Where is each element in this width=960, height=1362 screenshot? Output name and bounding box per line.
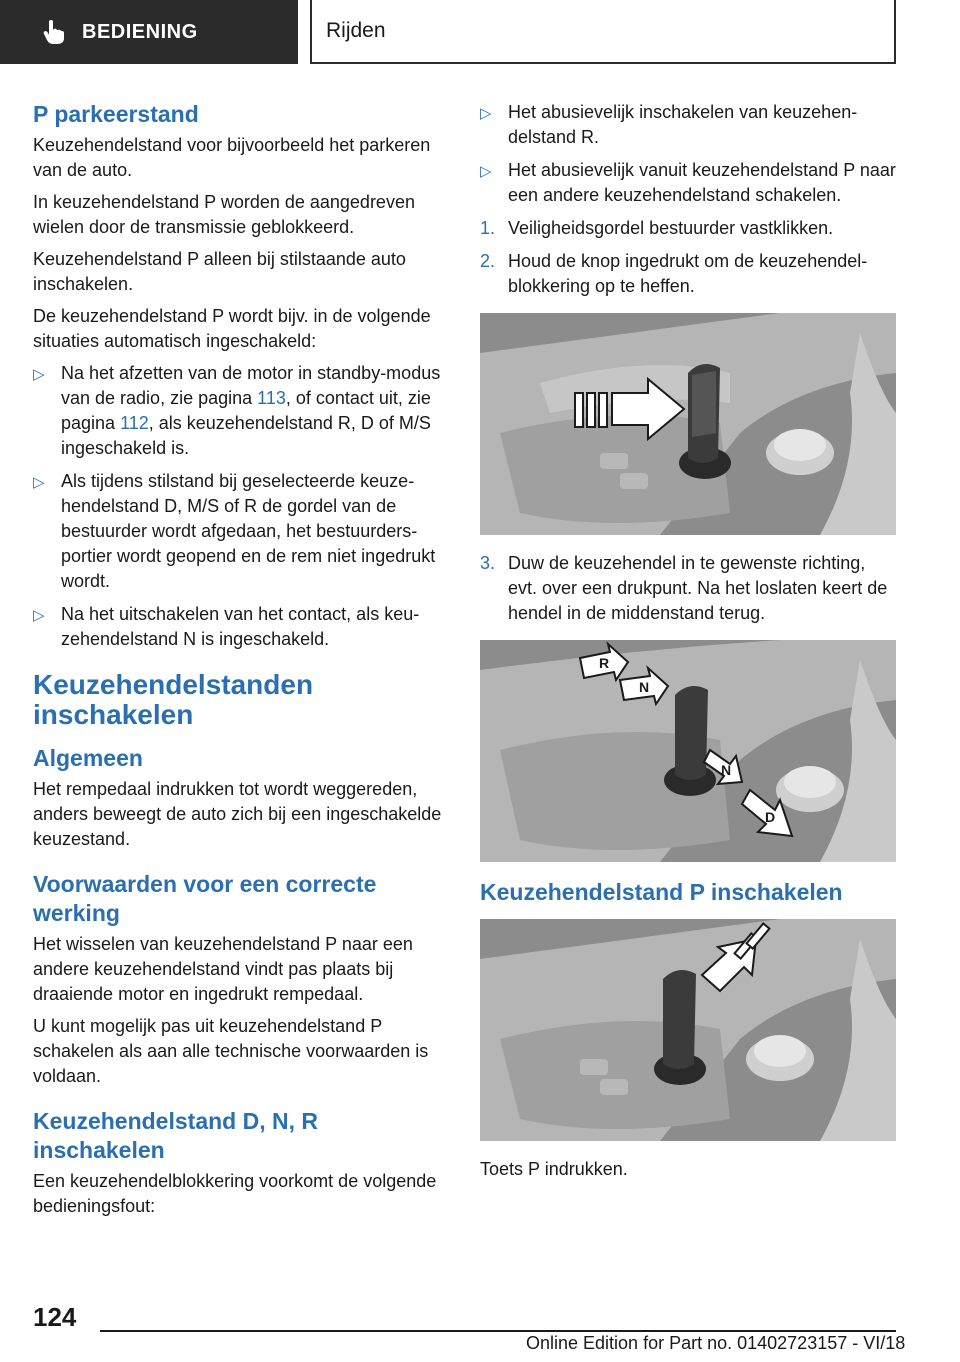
list-item-text: , als keuzehendelstand R, D of M/S ingeschakeld is. xyxy=(61,413,431,458)
list-item xyxy=(33,469,445,594)
step-text: Veiligheidsgordel bestuurder vastklikken. xyxy=(508,218,834,238)
footer-divider xyxy=(100,1330,896,1332)
paragraph: Het wisselen van keuzehendelstand P naar een andere keuzehendelstand vindt pas plaats bij draaiende motor en ingedrukt rempedaal. xyxy=(33,934,413,1004)
paragraph: Toets P indrukken. xyxy=(480,1159,628,1179)
chapter-title: Rijden xyxy=(326,19,386,42)
gear-selector-image-p-button xyxy=(480,919,896,1141)
paragraph: Keuzehendelstand P alleen bij stilstaande auto inschakelen. xyxy=(33,249,406,294)
list-item-text: Na het uitschakelen van het contact, als keuzehendelstand N is ingeschakeld. xyxy=(61,604,420,649)
page-link-112[interactable]: 112 xyxy=(120,413,149,433)
step-number: 3. xyxy=(480,553,496,573)
hand-icon xyxy=(40,18,68,46)
paragraph: Keuzehendelstand voor bijvoorbeeld het parkeren van de auto. xyxy=(33,135,431,180)
step-text: Duw de keuzehendel in te gewenste richting, evt. over een drukpunt. Na het loslaten keert de hendel in de middenstand terug. xyxy=(508,553,888,623)
direction-label-r: R xyxy=(598,655,610,671)
footer-edition: Online Edition for Part no. 01402723157 - VI/18 xyxy=(526,1333,906,1353)
triangle-bullet-icon: ▷ xyxy=(480,105,492,122)
page-link-113[interactable]: 113 xyxy=(257,388,286,408)
section-tab xyxy=(0,0,298,64)
list-item xyxy=(33,602,445,652)
list-item xyxy=(480,158,898,208)
paragraph: Het rempedaal indrukken tot wordt weggereden, anders beweegt de auto zich bij een ingeschakelde keuzestand. xyxy=(33,779,442,849)
step-number: 2. xyxy=(480,251,496,271)
heading-dnr-inschakelen: Keuzehendelstand D, N, R inschakelen xyxy=(33,1108,318,1163)
gear-selector-image-directions xyxy=(480,640,896,862)
heading-algemeen: Algemeen xyxy=(33,745,143,771)
step-item xyxy=(480,216,898,241)
step-number: 1. xyxy=(480,218,496,238)
list-item-text: Als tijdens stilstand bij geselecteerde keuzehendelstand D, M/S of R de gordel van de bestuurder wordt afgedaan, het bestuurdersportier wordt geopend en de rem niet ingedrukt wordt. xyxy=(61,471,436,591)
error-list xyxy=(480,100,898,208)
list-item xyxy=(33,361,445,461)
list-item-text: Het abusievelijk vanuit keuzehendelstand P naar een andere keuzehendelstand schakelen. xyxy=(508,160,896,205)
list-item xyxy=(480,100,898,150)
triangle-bullet-icon: ▷ xyxy=(33,366,45,383)
direction-label-n-up: N xyxy=(638,679,650,695)
list-item-text: , of contact uit, zie pagina xyxy=(61,388,431,433)
heading-p-inschakelen: Keuzehendelstand P inschakelen xyxy=(480,879,843,905)
step-item xyxy=(480,551,898,626)
steps-list-continued xyxy=(480,551,898,626)
right-column xyxy=(480,100,898,1189)
paragraph: U kunt mogelijk pas uit keuzehendelstand P schakelen als aan alle technische voorwaarden is voldaan. xyxy=(33,1016,429,1086)
gear-selector-image-unlock xyxy=(480,313,896,535)
heading-voorwaarden: Voorwaarden voor een correcte werking xyxy=(33,871,377,926)
chapter-header xyxy=(310,0,896,64)
steps-list xyxy=(480,216,898,299)
list-item-text: Na het afzetten van de motor in standby-modus van de radio, zie pagina xyxy=(61,363,441,408)
page-number: 124 xyxy=(33,1302,77,1332)
paragraph: Een keuzehendelblokkering voorkomt de volgende bedieningsfout: xyxy=(33,1171,437,1216)
direction-label-n-down: N xyxy=(720,762,732,778)
paragraph: In keuzehendelstand P worden de aangedreven wielen door de transmissie geblokkeerd. xyxy=(33,192,415,237)
left-column xyxy=(33,100,445,1226)
step-item xyxy=(480,249,898,299)
triangle-bullet-icon: ▷ xyxy=(33,607,45,624)
paragraph: De keuzehendelstand P wordt bijv. in de volgende situaties automatisch ingeschakeld: xyxy=(33,306,431,351)
direction-label-d: D xyxy=(764,809,776,825)
triangle-bullet-icon: ▷ xyxy=(33,474,45,491)
list-item-text: Het abusievelijk inschakelen van keuzehendelstand R. xyxy=(508,102,858,147)
section-tab-label: BEDIENING xyxy=(82,20,198,43)
step-text: Houd de knop ingedrukt om de keuzehendelblokkering op te heffen. xyxy=(508,251,868,296)
heading-parkeerstand: P parkeerstand xyxy=(33,101,199,127)
situation-list xyxy=(33,361,445,652)
triangle-bullet-icon: ▷ xyxy=(480,163,492,180)
heading-keuzehendelstanden-inschakelen: Keuzehendelstanden inschakelen xyxy=(33,669,314,730)
